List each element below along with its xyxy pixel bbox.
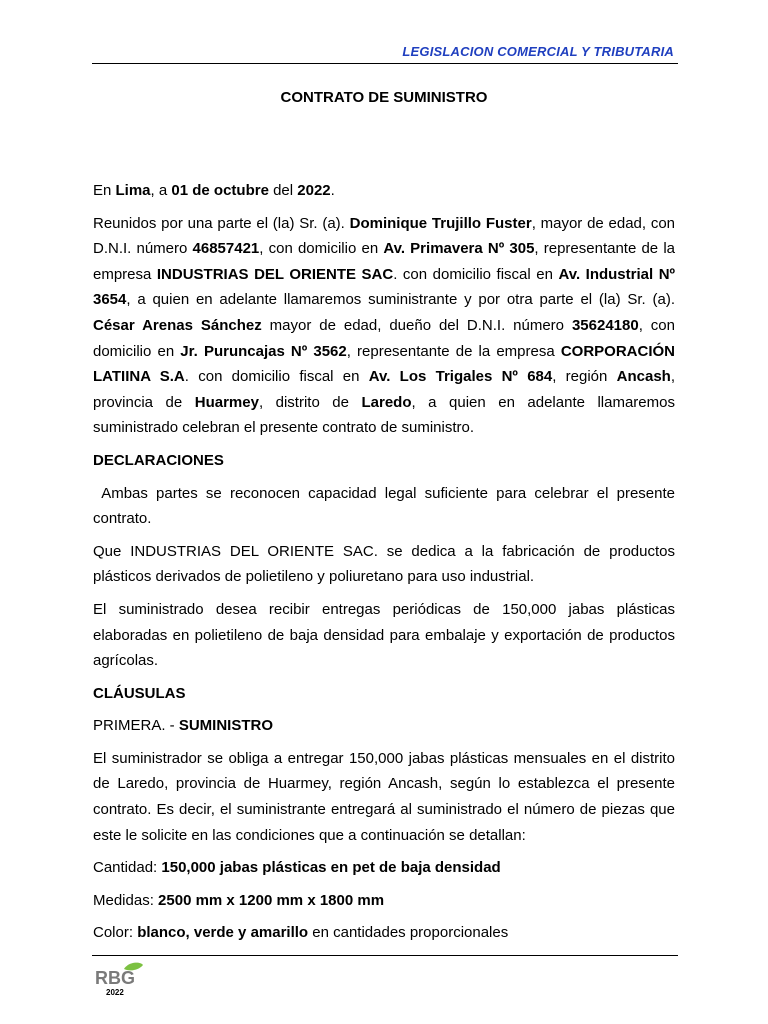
footer-divider [92, 955, 678, 956]
declarations-heading: DECLARACIONES [93, 451, 224, 469]
declaration-paragraph: Ambas partes se reconocen capacidad legal suficiente para celebrar el presente contrato. [93, 484, 680, 528]
logo-text: RBG [95, 968, 135, 988]
intro-paragraph: En Lima, a 01 de octubre del 2022. [93, 182, 335, 199]
measures-line: Medidas: 2500 mm x 1200 mm x 1800 mm [93, 891, 385, 909]
logo-year: 2022 [106, 988, 124, 997]
declaration-paragraph: Que INDUSTRIAS DEL ORIENTE SAC. se dedica a la fabricación de productos plásticos derivados de polietileno y poliuretano para uso industrial. [93, 542, 675, 586]
clause-paragraph: El suministrador se obliga a entregar 150,000 jabas plásticas mensuales en el distrito de Laredo, provincia de Huarmey, región Ancash, según lo establezca el presente contrato. Es decir, el suministrante entregará al suministrado el número de piezas que este le solicite en las condiciones que a continuación se detallan: [93, 749, 675, 844]
document-body [93, 178, 680, 953]
parties-paragraph: Reunidos por una parte el (la) Sr. (a). Dominique Trujillo Fuster, mayor de edad, con D.N.I. número 46857421, con domicilio en Av. Primavera Nº 305, representante de la empresa INDUSTRIAS DEL ORIENTE SAC. con domicilio fiscal en Av. Industrial Nº 3654, a quien en adelante llamaremos suministrante y por otra parte el (la) Sr. (a). César Arenas Sánchez mayor de edad, dueño del D.N.I. número 35624180, con domicilio en Jr. Puruncajas Nº 3562, representante de la empresa CORPORACIÓN LATIINA S.A. con domicilio fiscal en Av. Los Trigales Nº 684, región Ancash, provincia de Huarmey, distrito de Laredo, a quien en adelante llamaremos suministrado celebran el presente contrato de suministro. [93, 214, 676, 437]
clauses-heading: CLÁUSULAS [93, 684, 186, 702]
declaration-paragraph: El suministrado desea recibir entregas periódicas de 150,000 jabas plásticas elaboradas en polietileno de baja densidad para embalaje y exportación de productos agrícolas. [93, 600, 675, 670]
color-line: Color: blanco, verde y amarillo en cantidades proporcionales [93, 924, 509, 942]
header-divider [92, 63, 678, 64]
rbg-logo-icon [94, 961, 146, 997]
document-title: CONTRATO DE SUMINISTRO [280, 89, 488, 106]
header-title: LEGISLACION COMERCIAL Y TRIBUTARIA [402, 44, 674, 59]
quantity-line: Cantidad: 150,000 jabas plásticas en pet de baja densidad [93, 859, 501, 877]
clause-title: PRIMERA. - SUMINISTRO [93, 717, 274, 735]
